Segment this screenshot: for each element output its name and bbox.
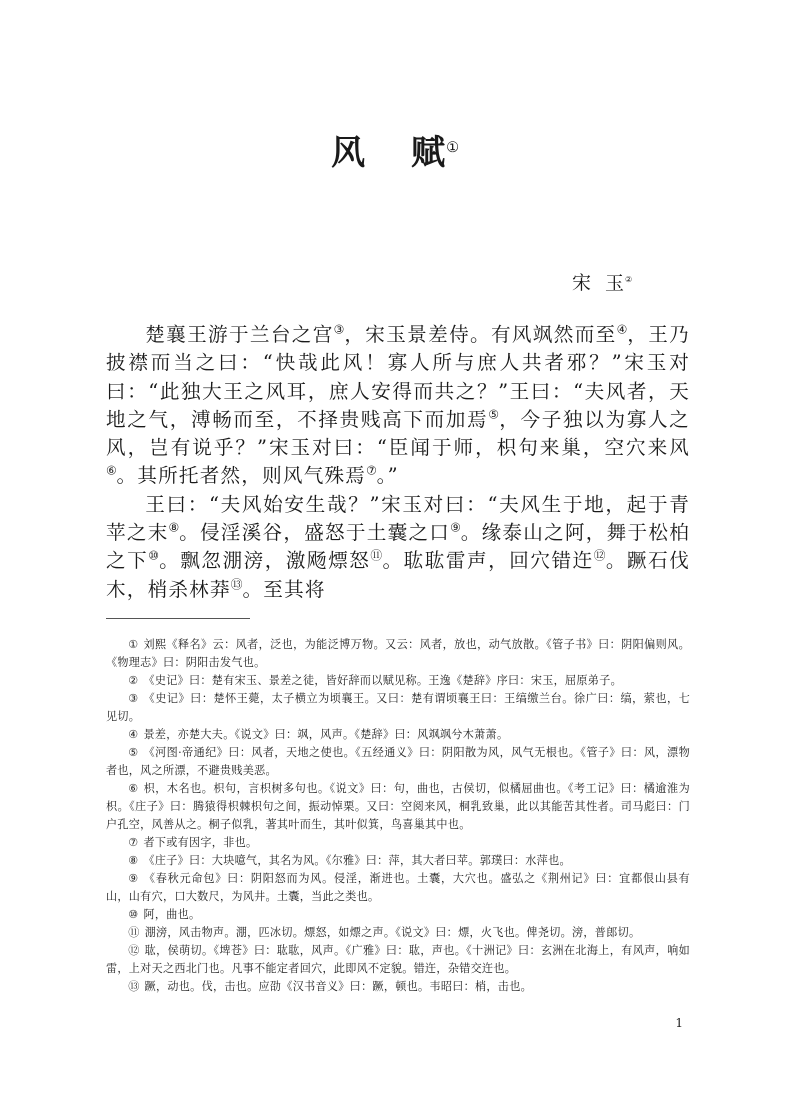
main-paragraph — [106, 321, 690, 491]
main-text-segment: 王曰：“夫风始安生哉？”宋玉对曰：“夫风生于地，起于青苹之末 — [106, 492, 690, 545]
footnote-text: 蹶，动也。伐，击也。应劭《汉书音义》曰：蹶，顿也。韦昭曰：梢，击也。 — [144, 979, 532, 993]
footnote-item — [106, 690, 690, 726]
main-text-segment: 。飘忽淜滂，激飏熛怒 — [159, 549, 371, 573]
main-text-segment: 。耾耾雷声，回穴错迕 — [382, 549, 594, 573]
title-char-1: 风 — [331, 133, 366, 174]
footnote-marker[interactable]: ⑤ — [488, 407, 500, 422]
main-text — [106, 321, 690, 604]
footnote-number: ⑩ — [128, 907, 139, 921]
footnote-item — [106, 636, 690, 672]
main-text-segment: 。” — [376, 464, 399, 488]
footnote-text: 《河图·帝通纪》曰：风者，天地之使也。《五经通义》曰：阴阳散为风，风气无根也。《管子》曰：风，漂物者也，风之所漂，不避贵贱美恶。 — [106, 745, 690, 777]
footnote-text: 《春秋元命包》曰：阴阳怒而为风。侵淫，渐进也。土囊，大穴也。盛弘之《荆州记》曰：宜都佷山县有山，山有穴，口大数尺，为风井。土囊，当此之类也。 — [106, 871, 690, 903]
main-text-segment: 。缘泰山之阿，舞于松柏之下 — [106, 521, 690, 573]
footnote-text: 《史记》曰：楚怀王薨，太子横立为顷襄王。又曰：楚有谓顷襄王曰：王缟缴兰台。徐广曰：缟，萦也，七见切。 — [106, 691, 690, 723]
footnote-text: 者下或有因字，非也。 — [143, 835, 258, 849]
footnote-item — [106, 924, 690, 942]
footnote-number: ⑪ — [128, 925, 140, 939]
footnotes-section — [106, 636, 690, 996]
footnote-marker[interactable]: ⑦ — [366, 463, 377, 478]
author-char-1: 宋 — [572, 272, 592, 295]
footnote-item — [106, 726, 690, 744]
footnote-text: 刘熙《释名》云：风者，泛也，为能泛博万物。又云：风者，放也，动气放散。《管子书》曰：阴阳偏则风。《物理志》曰：阴阳击发气也。 — [106, 637, 690, 669]
footnote-number: ⑤ — [128, 745, 139, 759]
title-char-2: 赋 — [411, 133, 446, 174]
main-text-segment: 。侵淫溪谷，盛怒于土囊之口 — [179, 521, 451, 545]
author-line — [572, 268, 632, 295]
footnote-number: ⑨ — [128, 871, 139, 885]
footnote-number: ⑥ — [128, 781, 139, 795]
title-footnote-marker[interactable]: ① — [446, 140, 459, 156]
footnote-text: 耾，侯萌切。《埤苍》曰：耾耾，风声。《广雅》曰：耾，声也。《十洲记》曰：玄洲在北海上，有风声，响如雷，上对天之西北门也。凡事不能定者回穴，此即风不定貌。错迕，杂错交迕也。 — [106, 943, 690, 975]
footnote-marker[interactable]: ⑧ — [168, 520, 180, 535]
footnote-number: ① — [128, 637, 139, 651]
footnote-text: 阿，曲也。 — [143, 907, 201, 921]
footnote-text: 《庄子》曰：大块噫气，其名为风。《尔雅》曰：萍，其大者曰苹。郭璞曰：水萍也。 — [143, 853, 571, 867]
footnote-marker[interactable]: ⑨ — [450, 520, 461, 535]
footnote-divider — [106, 618, 250, 619]
footnote-marker[interactable]: ④ — [616, 322, 628, 337]
footnote-item — [106, 780, 690, 834]
footnote-number: ⑦ — [128, 835, 139, 849]
main-text-segment: ，王乃披襟而当之曰：“快哉此风！寡人所与庶人共者邪？”宋玉对曰：“此独大王之风耳，庶人安得而共之？”王曰：“夫风者，天地之气，溥畅而至，不择贵贱高下而加焉 — [106, 323, 690, 431]
footnote-marker[interactable]: ⑩ — [148, 548, 160, 563]
footnote-item — [106, 744, 690, 780]
footnote-text: 景差，亦楚大夫。《说文》曰：飒，风声。《楚辞》曰：风飒飒兮木萧萧。 — [143, 727, 509, 741]
footnote-number: ② — [128, 673, 139, 687]
main-text-segment: 。其所托者然，则风气殊焉 — [116, 464, 367, 488]
footnote-item — [106, 852, 690, 870]
footnote-marker[interactable]: ③ — [333, 322, 345, 337]
footnote-marker[interactable]: ⑪ — [370, 548, 383, 563]
page-title — [0, 128, 790, 173]
main-text-segment: 。蹶石伐木，梢杀林莽 — [106, 549, 691, 601]
footnote-item — [106, 870, 690, 906]
footnote-item — [106, 834, 690, 852]
main-text-segment: 楚襄王游于兰台之宫 — [145, 323, 334, 346]
main-text-segment: 。至其将 — [242, 577, 326, 601]
footnote-marker[interactable]: ⑫ — [593, 548, 606, 563]
footnote-marker[interactable]: ⑥ — [106, 463, 117, 478]
footnote-text: 《史记》曰：楚有宋玉、景差之徒，皆好辞而以赋见称。王逸《楚辞》序曰：宋玉，屈原弟子。 — [143, 673, 622, 687]
footnote-item — [106, 672, 690, 690]
text-column — [106, 321, 690, 1030]
footnote-item — [106, 906, 690, 924]
author-char-2: 玉 — [605, 272, 625, 295]
main-text-segment: ，宋玉景差侍。有风飒然而至 — [344, 323, 617, 346]
footnote-text: 淜滂，风击物声。淜，匹冰切。熛怒，如熛之声。《说文》曰：熛，火飞也。俾尧切。滂，普郎切。 — [144, 925, 641, 939]
footnote-item — [106, 942, 690, 978]
footnote-number: ⑬ — [128, 979, 140, 993]
footnote-number: ④ — [128, 727, 139, 741]
footnote-text: 枳，木名也。枳句，言枳树多句也。《说文》曰：句，曲也，古侯切，似橘屈曲也。《考工记》曰：橘逾淮为枳。《庄子》曰：腾猿得枳棘枳句之间，振动悼栗。又曰：空阅来风，桐乳致巢，此以其能苦其性者。司马彪曰：门户孔空，风善从之。桐子似乳，著其叶而生，其叶似箕，鸟喜巢其中也。 — [106, 781, 691, 831]
footnote-marker[interactable]: ⑬ — [230, 577, 243, 592]
footnote-item — [106, 978, 690, 996]
main-text-segment: ，今子独以为寡人之风，岂有说乎？”宋玉对曰：“臣闻于师，枳句来巢，空穴来风 — [106, 407, 690, 460]
footnote-number: ⑧ — [128, 853, 139, 867]
main-paragraph — [106, 491, 690, 604]
footnote-number: ③ — [128, 691, 139, 705]
footnote-number: ⑫ — [128, 943, 140, 957]
page-number: 1 — [675, 1015, 683, 1030]
author-footnote-marker[interactable]: ② — [625, 275, 633, 284]
